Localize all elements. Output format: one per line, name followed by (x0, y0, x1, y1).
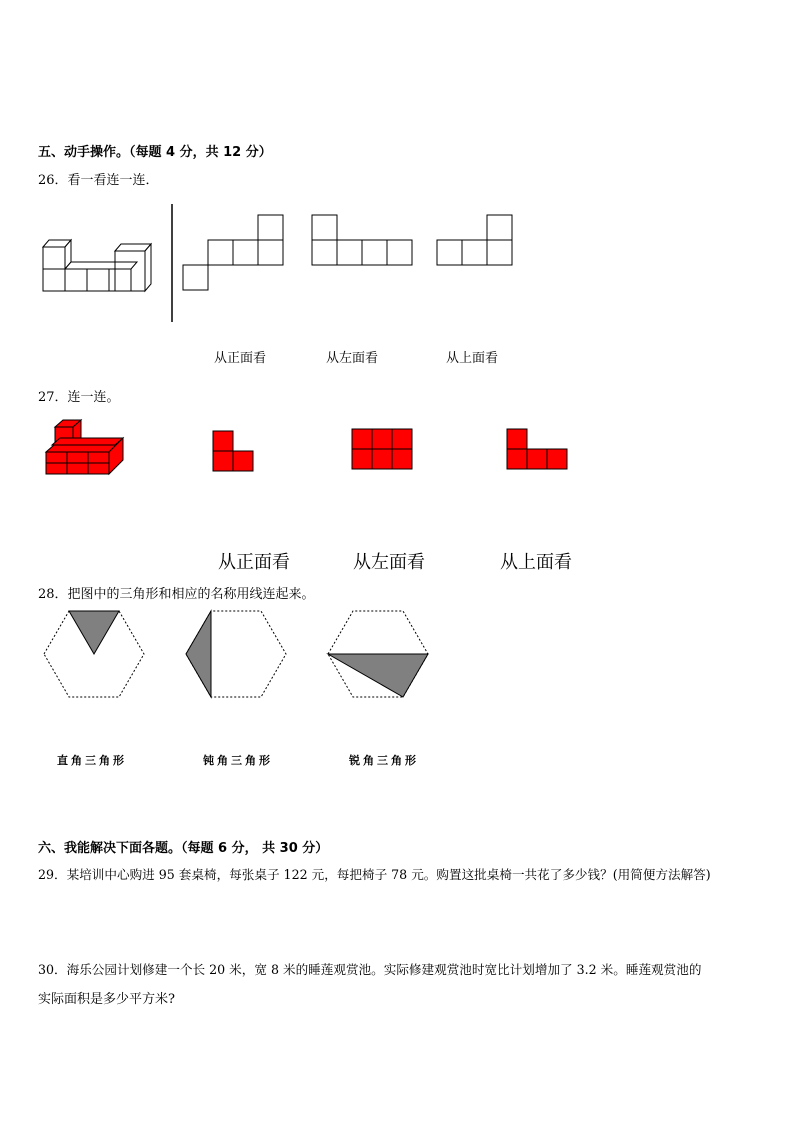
question-27-prompt: 27．连一连。 (38, 390, 120, 405)
question-26-prompt: 26．看一看连一连． (38, 173, 159, 188)
question-30-line-2: 实际面积是多少平方米? (38, 992, 175, 1007)
q27-red-view-b (351, 428, 415, 472)
question-29-text: 29．某培训中心购进 95 套桌椅，每张桌子 122 元，每把椅子 78 元。购置这批桌椅一共花了多少钱？(用简便方法解答) (38, 867, 711, 882)
q28-hexagon-figure-2 (183, 609, 289, 699)
q28-hexagon-figure-3 (325, 609, 431, 699)
q26-label-top: 从上面看 (446, 351, 499, 366)
q26-view-option-c (436, 214, 516, 270)
q28-label-obtuse-triangle: 钝角三角形 (203, 754, 273, 767)
section-six-title: 六、我能解决下面各题。（每题 6 分， 共 30 分） (38, 841, 329, 856)
q27-red-solid-figure (44, 418, 128, 478)
q26-divider-line (171, 204, 175, 324)
q26-view-option-a (182, 214, 286, 294)
q28-hexagon-figure-1 (41, 609, 147, 699)
section-five-title: 五、动手操作。（每题 4 分，共 12 分） (38, 145, 272, 160)
q27-label-top: 从上面看 (500, 552, 572, 573)
q27-red-view-a (212, 430, 256, 474)
q26-solid-figure (40, 238, 160, 294)
question-30-line-1: 30．海乐公园计划修建一个长 20 米，宽 8 米的睡莲观赏池。实际修建观赏池时宽比计划增加了 3.2 米。睡莲观赏池的 (38, 962, 702, 977)
question-28-prompt: 28．把图中的三角形和相应的名称用线连起来。 (38, 587, 315, 602)
q28-label-acute-triangle: 锐角三角形 (349, 754, 419, 767)
q26-view-option-b (311, 214, 415, 270)
q27-label-left: 从左面看 (353, 552, 425, 573)
q27-label-front: 从正面看 (218, 552, 290, 573)
q26-label-left: 从左面看 (326, 351, 379, 366)
q27-red-view-c (506, 428, 570, 472)
q26-label-front: 从正面看 (214, 351, 267, 366)
q28-label-right-triangle: 直角三角形 (57, 754, 127, 767)
